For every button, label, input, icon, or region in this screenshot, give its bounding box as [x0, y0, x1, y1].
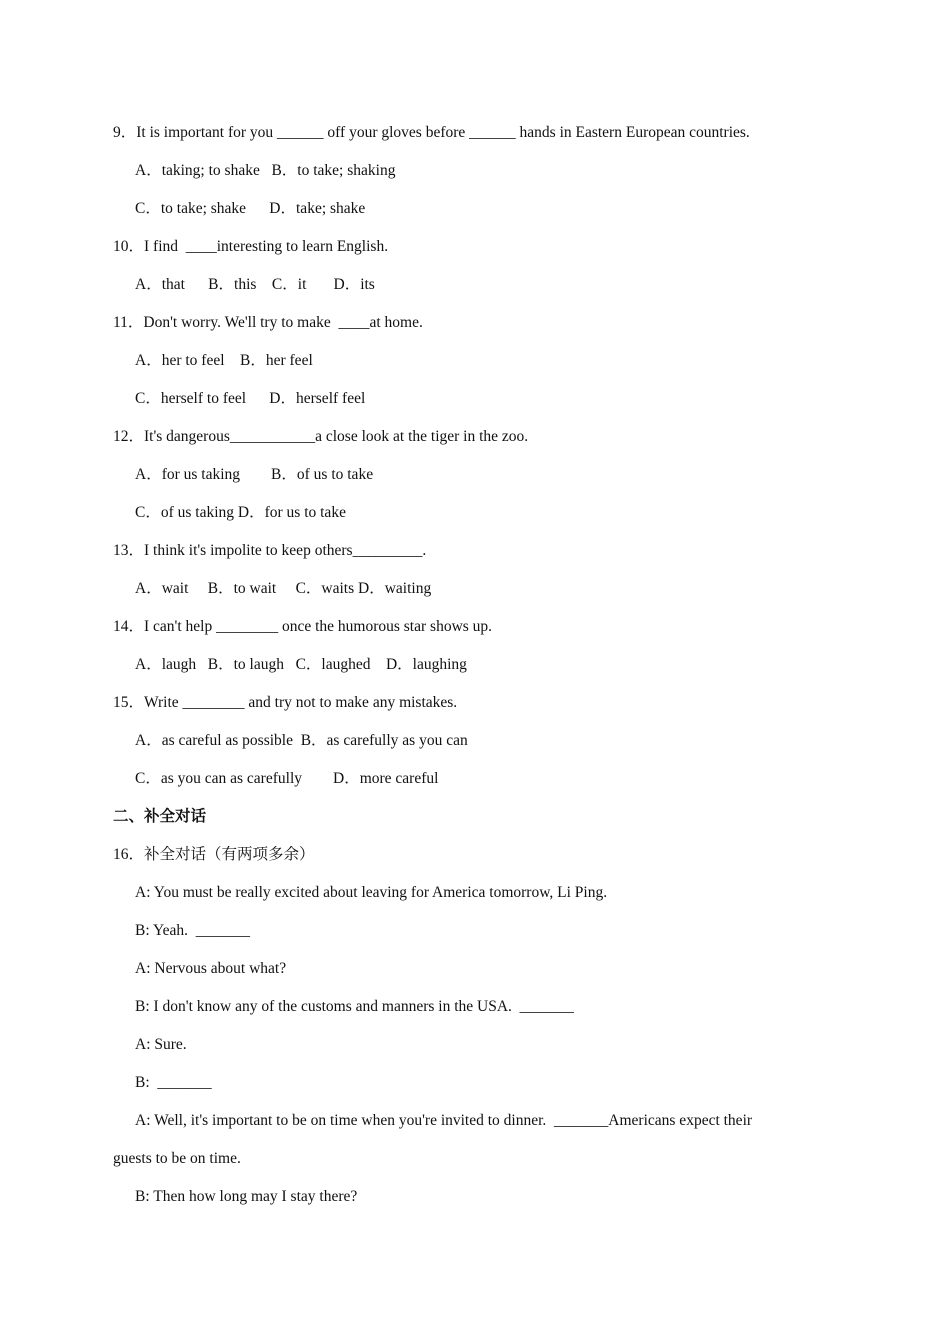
section-title: 二、补全对话 [113, 808, 207, 825]
question-11-options-row-2: C．herself to feel D．herself feel [135, 390, 366, 407]
dialogue-line: A: You must be really excited about leaving for America tomorrow, Li Ping. [135, 884, 608, 901]
question-9-stem: 9．It is important for you ______ off your gloves before ______ hands in Eastern European countries. [113, 124, 750, 141]
question-11-stem: 11．Don't worry. We'll try to make ____at home. [113, 314, 423, 331]
dialogue-line: A: Sure. [135, 1036, 187, 1053]
dialogue-line: B: Then how long may I stay there? [135, 1188, 358, 1205]
question-12-options-row-1: A．for us taking B．of us to take [135, 466, 374, 483]
dialogue-line: B: I don't know any of the customs and manners in the USA. _______ [135, 998, 574, 1015]
question-9-options-row-2: C．to take; shake D．take; shake [135, 200, 366, 217]
dialogue-line: B: _______ [135, 1074, 212, 1091]
question-12-stem: 12．It's dangerous___________a close look at the tiger in the zoo. [113, 428, 529, 445]
question-15-stem: 15．Write ________ and try not to make any mistakes. [113, 694, 458, 711]
question-14-stem: 14．I can't help ________ once the humorous star shows up. [113, 618, 493, 635]
question-10-stem: 10．I find ____interesting to learn English. [113, 238, 389, 255]
question-16-stem: 16．补全对话（有两项多余） [113, 846, 315, 863]
dialogue-line: B: Yeah. _______ [135, 922, 250, 939]
question-10-options-row-1: A．that B．this C．it D．its [135, 276, 375, 293]
question-15-options-row-2: C．as you can as carefully D．more careful [135, 770, 439, 787]
dialogue-line: A: Nervous about what? [135, 960, 287, 977]
question-13-options-row-1: A．wait B．to wait C．waits D．waiting [135, 580, 432, 597]
question-12-options-row-2: C．of us taking D．for us to take [135, 504, 346, 521]
question-13-stem: 13．I think it's impolite to keep others_________. [113, 542, 427, 559]
question-15-options-row-1: A．as careful as possible B．as carefully as you can [135, 732, 468, 749]
dialogue-line: A: Well, it's important to be on time when you're invited to dinner. _______Americans expect their [135, 1112, 753, 1129]
dialogue-line-continuation: guests to be on time. [113, 1150, 241, 1167]
question-14-options-row-1: A．laugh B．to laugh C．laughed D．laughing [135, 656, 467, 673]
question-9-options-row-1: A．taking; to shake B．to take; shaking [135, 162, 396, 179]
question-11-options-row-1: A．her to feel B．her feel [135, 352, 313, 369]
